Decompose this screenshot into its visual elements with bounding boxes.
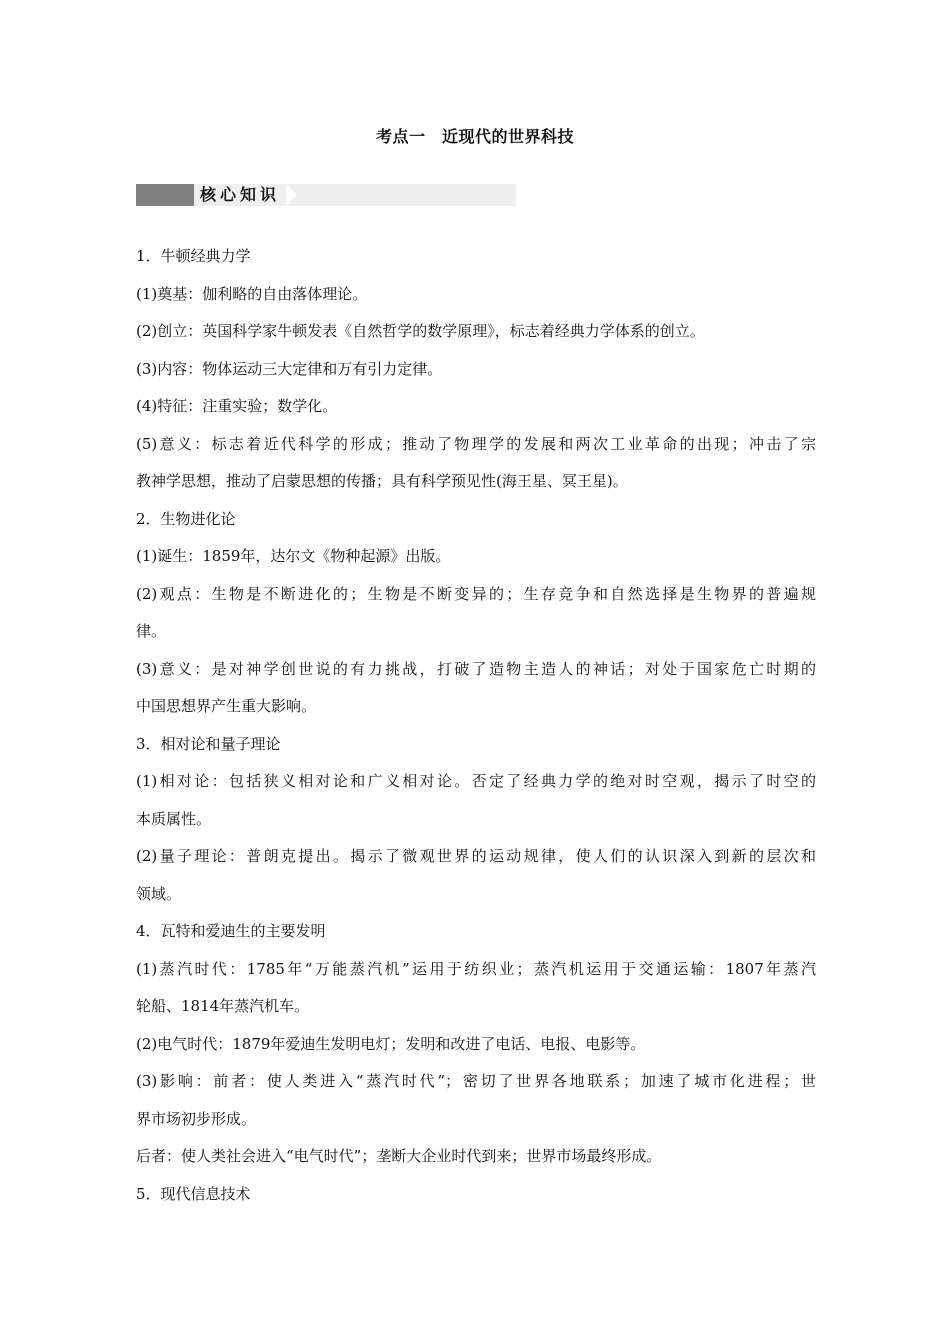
paragraph-line: (2)电气时代：1879年爱迪生发明电灯；发明和改进了电话、电报、电影等。	[136, 1034, 646, 1053]
page-title: 考点一 近现代的世界科技	[375, 127, 574, 146]
paragraph-line: (3)内容：物体运动三大定律和万有引力定律。	[136, 359, 443, 378]
document-body	[136, 238, 816, 1213]
paragraph-line: (2)观点：生物是不断进化的；生物是不断变异的；生存竞争和自然选择是生物界的普遍规	[136, 584, 816, 603]
section-header	[136, 184, 516, 206]
heading-relativity: 3．相对论和量子理论	[136, 734, 281, 753]
heading-evolution: 2．生物进化论	[136, 509, 236, 528]
paragraph-line: 界市场初步形成。	[136, 1109, 257, 1128]
section-header-bar	[136, 184, 194, 206]
paragraph-line: 中国思想界产生重大影响。	[136, 697, 317, 715]
section-header-label: 核心知识	[200, 185, 281, 204]
paragraph-line: (1)奠基：伽利略的自由落体理论。	[136, 284, 368, 303]
paragraph-line: (1)相对论：包括狭义相对论和广义相对论。否定了经典力学的绝对时空观，揭示了时空的	[136, 772, 816, 790]
paragraph-line: (3)影响：前者：使人类进入“蒸汽时代”；密切了世界各地联系；加速了城市化进程；世	[136, 1072, 816, 1090]
paragraph-line: (5)意义：标志着近代科学的形成；推动了物理学的发展和两次工业革命的出现；冲击了宗	[136, 434, 816, 453]
paragraph-line: (2)创立：英国科学家牛顿发表《自然哲学的数学原理》，标志着经典力学体系的创立。	[136, 322, 705, 340]
paragraph-line: (1)诞生：1859年，达尔文《物种起源》出版。	[136, 547, 451, 565]
heading-inventions: 4．瓦特和爱迪生的主要发明	[136, 922, 326, 940]
paragraph-line: 教神学思想，推动了启蒙思想的传播；具有科学预见性(海王星、冥王星)。	[136, 472, 628, 490]
paragraph-line: (4)特征：注重实验；数学化。	[136, 397, 338, 415]
heading-newton: 1．牛顿经典力学	[136, 247, 251, 265]
heading-information-tech: 5．现代信息技术	[136, 1184, 251, 1203]
paragraph-line: 轮船、1814年蒸汽机车。	[136, 997, 310, 1015]
paragraph-line: (1)蒸汽时代：1785年“万能蒸汽机”运用于纺织业；蒸汽机运用于交通运输：1807年蒸汽	[136, 959, 816, 978]
paragraph-line: 后者：使人类社会进入“电气时代”；垄断大企业时代到来；世界市场最终形成。	[136, 1147, 662, 1165]
paragraph-line: 律。	[136, 622, 167, 640]
paragraph-line: (2)量子理论：普朗克提出。揭示了微观世界的运动规律，使人们的认识深入到新的层次和	[136, 847, 816, 865]
paragraph-line: (3)意义：是对神学创世说的有力挑战，打破了造物主造人的神话；对处于国家危亡时期的	[136, 659, 816, 678]
chevron-right-icon	[286, 184, 297, 206]
paragraph-line: 领域。	[136, 884, 182, 903]
paragraph-line: 本质属性。	[136, 809, 212, 828]
